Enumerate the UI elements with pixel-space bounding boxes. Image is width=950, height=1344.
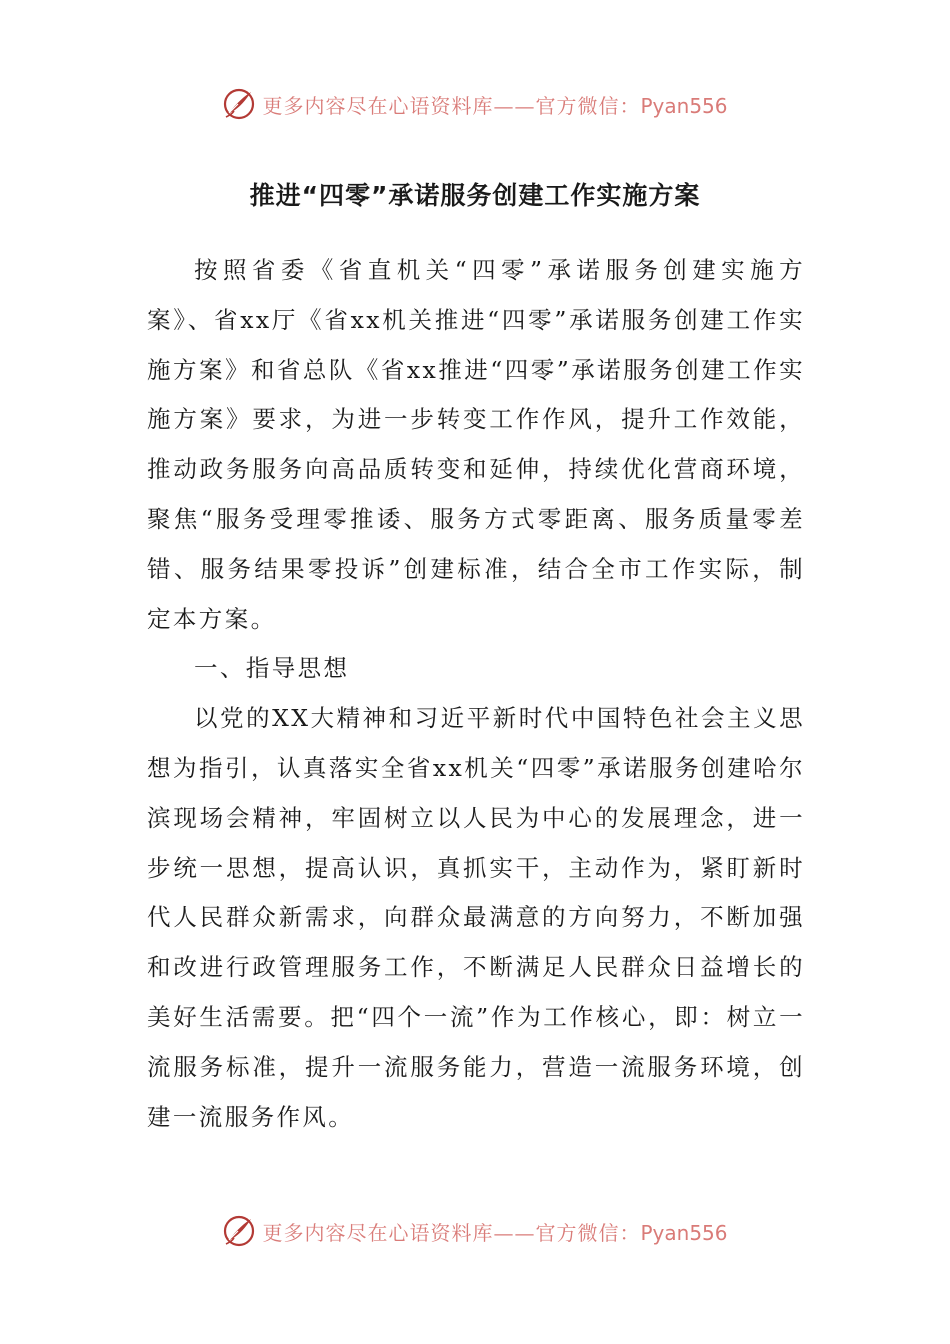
header-watermark bbox=[0, 84, 950, 124]
footer-watermark bbox=[0, 1211, 950, 1251]
section-paragraph: 以党的XX大精神和习近平新时代中国特色社会主义思想为指引，认真落实全省xx机关“四零”承诺服务创建哈尔滨现场会精神，牢固树立以人民为中心的发展理念，进一步统一思想，提高认识，真抓实干，主动作为，紧盯新时代人民群众新需求，向群众最满意的方向努力，不断加强和改进行政管理服务工作，不断满足人民群众日益增长的美好生活需要。把“四个一流”作为工作核心，即：树立一流服务标准，提升一流服务能力，营造一流服务环境，创建一流服务作风。 bbox=[147, 704, 805, 1131]
document-title: 推进“四零”承诺服务创建工作实施方案 bbox=[249, 181, 701, 210]
section-heading: 一、指导思想 bbox=[194, 654, 350, 683]
intro-paragraph: 按照省委《省直机关“四零”承诺服务创建实施方案》、省xx厅《省xx机关推进“四零”承诺服务创建工作实施方案》和省总队《省xx推进“四零”承诺服务创建工作实施方案》要求，为进一步转变工作作风，提升工作效能，推动政务服务向高品质转变和延伸，持续优化营商环境，聚焦“服务受理零推诿、服务方式零距离、服务质量零差错、服务结果零投诉”创建标准，结合全市工作实际，制定本方案。 bbox=[147, 256, 805, 633]
quill-logo-icon bbox=[222, 1214, 256, 1248]
quill-logo-icon bbox=[222, 87, 256, 121]
watermark-text: 更多内容尽在心语资料库——官方微信：Pyan556 bbox=[262, 1220, 728, 1245]
watermark-text: 更多内容尽在心语资料库——官方微信：Pyan556 bbox=[262, 93, 728, 118]
document-body bbox=[147, 246, 805, 1142]
